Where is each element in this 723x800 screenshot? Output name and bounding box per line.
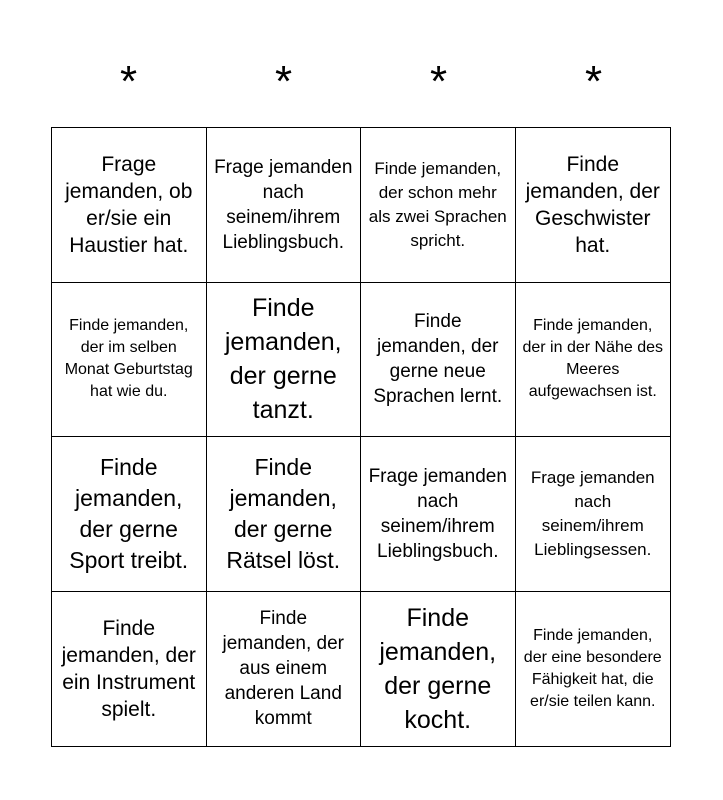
bingo-cell[interactable] xyxy=(516,437,671,592)
header-star-3: * xyxy=(429,57,448,106)
cell-text: Frage jemanden nach seinem/ihrem Lieblingsessen. xyxy=(530,467,655,559)
bingo-cell[interactable] xyxy=(361,283,516,438)
cell-text: Finde jemanden, der gerne kocht. xyxy=(379,603,497,734)
cell-text: Finde jemanden, der gerne neue Sprachen lernt. xyxy=(373,311,503,408)
bingo-cell[interactable] xyxy=(361,128,516,283)
bingo-cell[interactable] xyxy=(516,283,671,438)
cell-text: Finde jemanden, der eine besondere Fähigkeit hat, die er/sie teilen kann. xyxy=(523,626,662,710)
cell-text: Frage jemanden nach seinem/ihrem Lieblingsbuch. xyxy=(214,156,353,253)
cell-text: Finde jemanden, der gerne Sport treibt. xyxy=(69,453,189,573)
bingo-cell[interactable] xyxy=(516,128,671,283)
bingo-board xyxy=(51,127,671,747)
cell-text: Finde jemanden, der im selben Monat Geburtstag hat wie du. xyxy=(64,317,193,401)
header-star-1: * xyxy=(119,57,138,106)
cell-text: Finde jemanden, der in der Nähe des Meeres aufgewachsen ist. xyxy=(522,317,664,401)
bingo-cell[interactable] xyxy=(361,592,516,747)
cell-text: Finde jemanden, der ein Instrument spielt. xyxy=(61,616,196,721)
bingo-cell[interactable] xyxy=(52,592,207,747)
cell-text: Finde jemanden, der schon mehr als zwei Sprachen spricht. xyxy=(368,158,507,250)
bingo-cell[interactable] xyxy=(52,283,207,438)
bingo-cell[interactable] xyxy=(207,128,362,283)
bingo-cell[interactable] xyxy=(207,592,362,747)
header-star-2: * xyxy=(274,57,293,106)
bingo-cell[interactable] xyxy=(361,437,516,592)
cell-text: Finde jemanden, der gerne tanzt. xyxy=(224,294,342,425)
bingo-header xyxy=(51,52,671,112)
bingo-cell[interactable] xyxy=(207,283,362,438)
header-star-4: * xyxy=(584,57,603,106)
cell-text: Finde jemanden, der aus einem anderen Land kommt xyxy=(222,608,344,730)
cell-text: Frage jemanden nach seinem/ihrem Lieblingsbuch. xyxy=(368,465,507,562)
cell-text: Finde jemanden, der gerne Rätsel löst. xyxy=(226,453,341,573)
cell-text: Frage jemanden, ob er/sie ein Haustier hat. xyxy=(65,152,193,257)
bingo-cell[interactable] xyxy=(207,437,362,592)
bingo-cell[interactable] xyxy=(516,592,671,747)
bingo-cell[interactable] xyxy=(52,128,207,283)
bingo-cell[interactable] xyxy=(52,437,207,592)
cell-text: Finde jemanden, der Geschwister hat. xyxy=(525,152,660,257)
